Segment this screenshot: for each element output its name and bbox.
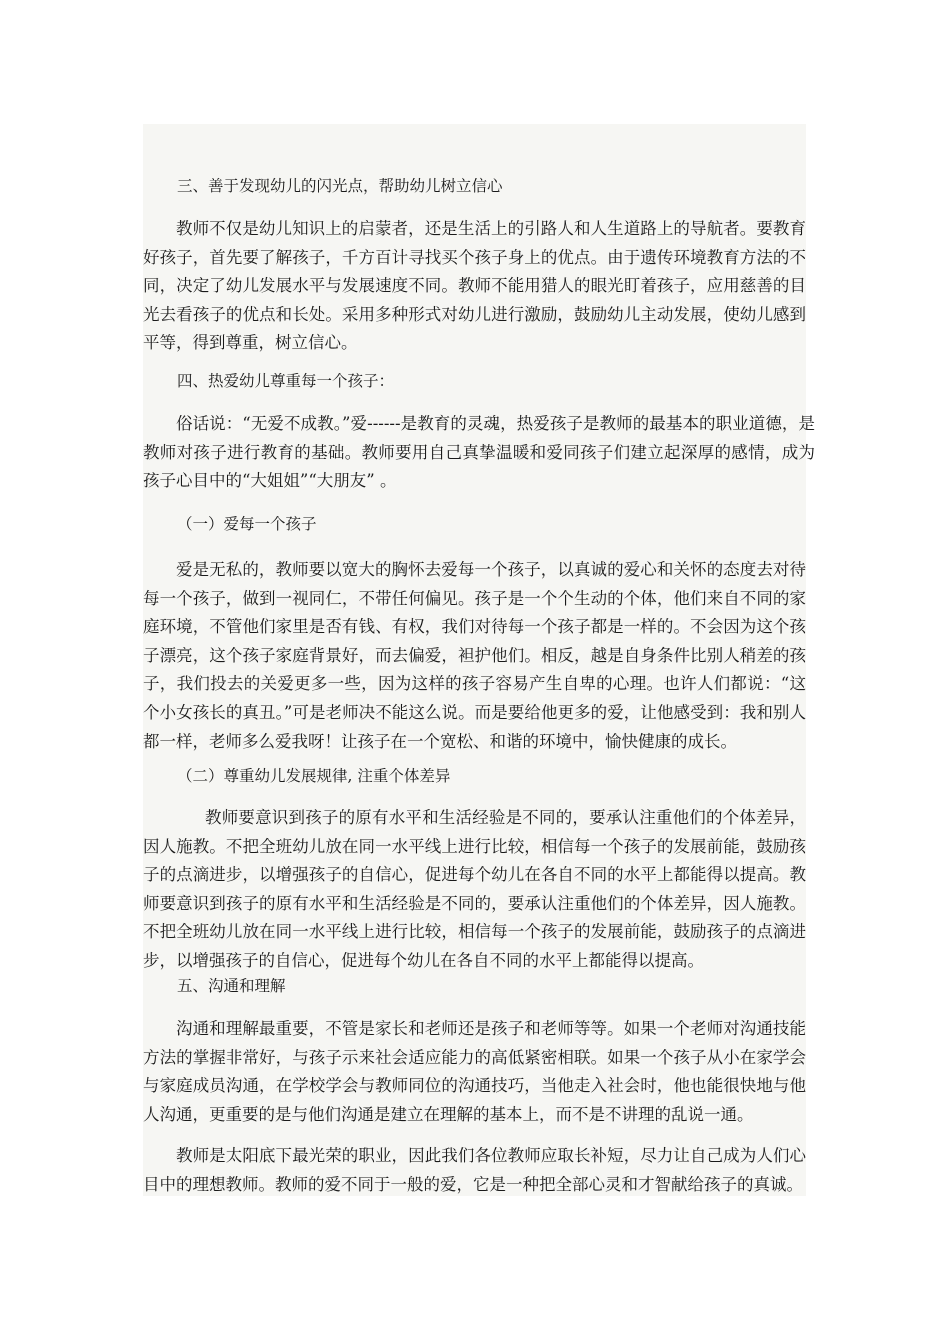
section-3-heading: 三、善于发现幼儿的闪光点，帮助幼儿树立信心 xyxy=(177,177,503,195)
section-3-paragraph: 教师不仅是幼儿知识上的启蒙者，还是生活上的引路人和人生道路上的导航者。要教育好孩子，首先要了解孩子，千方百计寻找买个孩子身上的优点。由于遗传环境教育方法的不同，决定了幼儿发展水平与发展速度不同。教师不能用猎人的眼光盯着孩子，应用慈善的目光去看孩子的优点和长处。采用多种形式对幼儿进行激励，鼓励幼儿主动发展，使幼儿感到平等，得到尊重，树立信心。 xyxy=(143,219,806,353)
section-4-2-heading: （二）尊重幼儿发展规律, 注重个体差异 xyxy=(177,767,451,785)
closing-paragraph: 教师是太阳底下最光荣的职业，因此我们各位教师应取长补短，尽力让自己成为人们心目中的理想教师。教师的爱不同于一般的爱，它是一种把全部心灵和才智献给孩子的真诚。 xyxy=(143,1146,806,1194)
section-4-heading: 四、热爱幼儿尊重每一个孩子： xyxy=(177,372,395,390)
section-5-paragraph: 沟通和理解最重要，不管是家长和老师还是孩子和老师等等。如果一个老师对沟通技能方法的掌握非常好，与孩子示来社会适应能力的高低紧密相联。如果一个孩子从小在家学会与家庭成员沟通，在学校学会与教师同位的沟通技巧，当他走入社会时，他也能很快地与他人沟通，更重要的是与他们沟通是建立在理解的基本上，而不是不讲理的乱说一通。 xyxy=(143,1019,806,1124)
section-4-paragraph: 俗话说：“无爱不成教。”爱------是教育的灵魂，热爱孩子是教师的最基本的职业道德，是教师对孩子进行教育的基础。教师要用自己真挚温暖和爱同孩子们建立起深厚的感情，成为孩子心目中的“大姐姐”“大朋友” 。 xyxy=(143,414,815,491)
section-5-heading: 五、沟通和理解 xyxy=(177,977,286,995)
section-4-2-paragraph: 教师要意识到孩子的原有水平和生活经验是不同的，要承认注重他们的个体差异，因人施教。不把全班幼儿放在同一水平线上进行比较，相信每一个孩子的发展前能，鼓励孩子的点滴进步，以增强孩子的自信心，促进每个幼儿在各自不同的水平上都能得以提高。教师要意识到孩子的原有水平和生活经验是不同的，要承认注重他们的个体差异，因人施教。不把全班幼儿放在同一水平线上进行比较，相信每一个孩子的发展前能，鼓励孩子的点滴进步，以增强孩子的自信心，促进每个幼儿在各自不同的水平上都能得以提高。 xyxy=(143,808,806,970)
section-4-1-heading: （一）爱每一个孩子 xyxy=(177,515,317,533)
section-4-1-paragraph: 爱是无私的，教师要以宽大的胸怀去爱每一个孩子，以真诚的爱心和关怀的态度去对待每一个孩子，做到一视同仁，不带任何偏见。孩子是一个个生动的个体，他们来自不同的家庭环境，不管他们家里是否有钱、有权，我们对待每一个孩子都是一样的。不会因为这个孩子漂亮，这个孩子家庭背景好，而去偏爱，袒护他们。相反，越是自身条件比别人稍差的孩子，我们投去的关爱更多一些，因为这样的孩子容易产生自卑的心理。也许人们都说：“这个小女孩长的真丑。”可是老师决不能这么说。而是要给他更多的爱，让他感受到：我和别人都一样，老师多么爱我呀！让孩子在一个宽松、和谐的环境中，愉快健康的成长。 xyxy=(143,560,806,751)
